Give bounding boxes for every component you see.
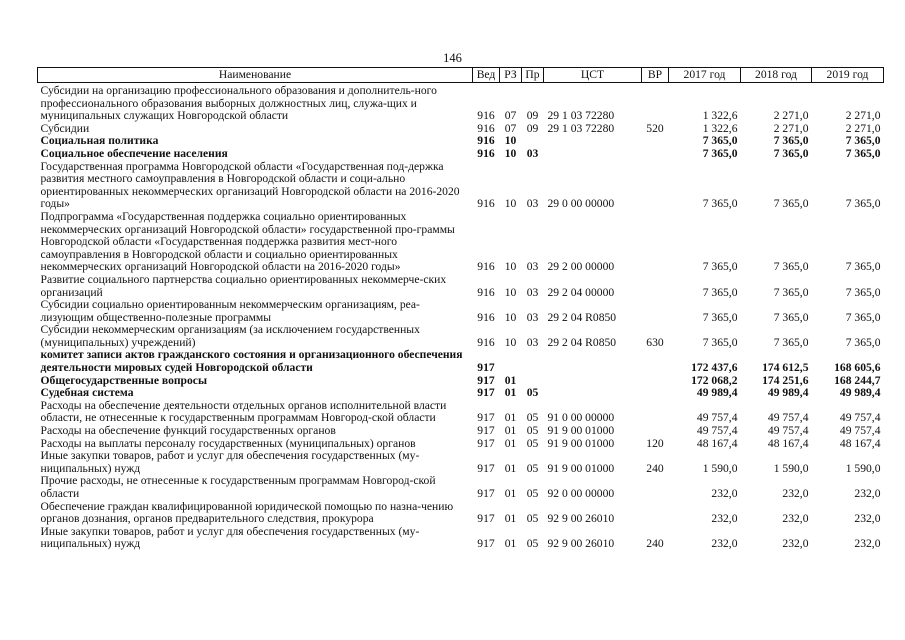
page-number: 146 — [443, 51, 462, 65]
cell-pr: 05 — [526, 424, 539, 438]
cell-ved: 916 — [477, 335, 495, 349]
table-row — [38, 349, 884, 374]
table-row — [38, 274, 884, 299]
cell-2018: 7 365,0 — [773, 197, 809, 211]
cell-2019: 7 365,0 — [845, 197, 881, 211]
cell-2019: 7 365,0 — [845, 310, 881, 324]
cell-2019: 49 757,4 — [839, 411, 881, 425]
cell-vr — [642, 83, 669, 123]
cell-rz: 01 — [504, 424, 517, 438]
cell-cst: 29 1 03 72280 — [547, 109, 615, 123]
cell-name: Субсидии на организацию профессионального образования и дополнитель-ного профессионального образования выборных должностных лиц, служа-щих и муниципальных служащих Новгородской области — [40, 84, 437, 123]
cell-name: Расходы на выплаты персоналу государственных (муниципальных) органов — [40, 436, 416, 450]
cell-ved: 917 — [477, 361, 495, 375]
cell-name: Обеспечение граждан квалифицированной юридической помощью по назна-чению органов дознания, органов предварительного следствия, прокурора — [40, 499, 454, 526]
cell-2017: 232,0 — [711, 537, 738, 551]
cell-2019: 2 271,0 — [845, 109, 881, 123]
cell-cst: 29 1 03 72280 — [547, 121, 615, 135]
table-row — [38, 324, 884, 349]
cell-cst — [544, 387, 642, 400]
cell-cst: 91 9 00 01000 — [547, 461, 615, 475]
cell-name: Расходы на обеспечение функций государственных органов — [40, 424, 336, 438]
cell-rz: 10 — [504, 134, 517, 148]
cell-cst: 29 2 04 00000 — [547, 285, 615, 299]
cell-ved: 916 — [477, 146, 495, 160]
cell-2019: 168 244,7 — [834, 373, 881, 387]
table-row — [38, 501, 884, 526]
cell-2019: 232,0 — [854, 512, 881, 526]
cell-cst: 91 0 00 00000 — [547, 411, 615, 425]
cell-2018: 49 757,4 — [767, 424, 809, 438]
cell-vr — [642, 387, 669, 400]
cell-vr: 120 — [646, 436, 664, 450]
cell-cst: 29 0 00 00000 — [547, 197, 615, 211]
cell-cst: 29 2 04 R0850 — [547, 310, 617, 324]
cell-2018: 49 989,4 — [767, 386, 809, 400]
cell-2019: 49 757,4 — [839, 424, 881, 438]
cell-ved: 916 — [477, 134, 495, 148]
cell-rz: 10 — [504, 146, 517, 160]
cell-vr — [642, 349, 669, 374]
cell-ved: 916 — [477, 260, 495, 274]
cell-ved: 916 — [477, 109, 495, 123]
cell-2017: 7 365,0 — [702, 310, 738, 324]
cell-2018: 7 365,0 — [773, 134, 809, 148]
cell-vr — [642, 375, 669, 388]
cell-name: Судебная система — [40, 386, 134, 400]
cell-2019: 232,0 — [854, 537, 881, 551]
cell-pr: 09 — [526, 109, 539, 123]
cell-pr: 03 — [526, 285, 539, 299]
cell-2017: 49 989,4 — [696, 386, 738, 400]
cell-pr: 03 — [526, 260, 539, 274]
cell-name: Общегосударственные вопросы — [40, 373, 207, 387]
table-row — [38, 425, 884, 438]
cell-2018: 49 757,4 — [767, 411, 809, 425]
cell-rz: 01 — [504, 537, 517, 551]
cell-2019: 7 365,0 — [845, 146, 881, 160]
cell-name: комитет записи актов гражданского состояния и организационного обеспечения деятельности мировых судей Новгородской области — [40, 348, 463, 375]
cell-pr: 05 — [526, 411, 539, 425]
budget-table — [37, 67, 884, 551]
cell-cst: 92 0 00 00000 — [547, 487, 615, 500]
cell-2017: 48 167,4 — [696, 436, 738, 450]
cell-2019: 48 167,4 — [839, 436, 881, 450]
cell-2017: 232,0 — [711, 487, 738, 500]
header-name: Наименование — [38, 68, 473, 83]
cell-pr: 03 — [526, 310, 539, 324]
cell-ved: 917 — [477, 461, 495, 475]
cell-2017: 1 590,0 — [702, 461, 738, 475]
cell-2019: 168 605,6 — [834, 361, 881, 375]
cell-2017: 172 437,6 — [691, 361, 738, 375]
cell-rz: 01 — [504, 411, 517, 425]
cell-cst: 92 9 00 26010 — [547, 537, 615, 551]
cell-cst: 29 2 00 00000 — [547, 260, 615, 274]
cell-2018: 7 365,0 — [773, 335, 809, 349]
cell-2018: 7 365,0 — [773, 260, 809, 274]
table-row — [38, 450, 884, 475]
cell-vr — [642, 299, 669, 324]
cell-2019: 49 989,4 — [839, 386, 881, 400]
cell-2018: 232,0 — [782, 537, 809, 551]
cell-rz: 01 — [504, 386, 517, 400]
cell-vr: 520 — [646, 121, 664, 135]
cell-name: Социальное обеспечение населения — [40, 146, 228, 160]
header-ved: Вед — [473, 68, 500, 83]
table-row — [38, 526, 884, 551]
cell-2018: 7 365,0 — [773, 146, 809, 160]
cell-name: Субсидии — [40, 121, 90, 135]
cell-vr — [642, 135, 669, 148]
cell-2018: 174 251,6 — [762, 373, 809, 387]
cell-name: Социальная политика — [40, 134, 159, 148]
cell-rz: 01 — [504, 461, 517, 475]
cell-name: Прочие расходы, не отнесенные к государственным программам Новгород-ской области — [40, 474, 436, 500]
cell-vr: 240 — [646, 537, 664, 551]
cell-cst — [544, 349, 642, 374]
cell-2019: 7 365,0 — [845, 260, 881, 274]
cell-2017: 1 322,6 — [702, 109, 738, 123]
cell-cst: 92 9 00 26010 — [547, 512, 615, 526]
cell-rz: 07 — [504, 109, 517, 123]
table-row — [38, 375, 884, 388]
cell-2017: 7 365,0 — [702, 335, 738, 349]
cell-2018: 7 365,0 — [773, 285, 809, 299]
cell-pr: 09 — [526, 121, 539, 135]
cell-ved: 917 — [477, 512, 495, 526]
cell-2017: 49 757,4 — [696, 424, 738, 438]
cell-cst — [544, 375, 642, 388]
cell-2019: 2 271,0 — [845, 121, 881, 135]
cell-pr: 03 — [526, 335, 539, 349]
cell-ved: 916 — [477, 310, 495, 324]
cell-ved: 916 — [477, 121, 495, 135]
cell-2017: 1 322,6 — [702, 121, 738, 135]
cell-rz: 01 — [504, 512, 517, 526]
cell-rz: 10 — [504, 310, 517, 324]
cell-rz: 01 — [504, 373, 517, 387]
table-row — [38, 123, 884, 136]
cell-ved: 917 — [477, 411, 495, 425]
cell-rz: 01 — [504, 436, 517, 450]
cell-ved: 917 — [477, 537, 495, 551]
cell-rz — [500, 349, 522, 374]
header-2017: 2017 год — [669, 68, 741, 83]
header-cst: ЦСТ — [544, 68, 642, 83]
table-row — [38, 148, 884, 161]
cell-pr: 03 — [526, 197, 539, 211]
cell-2018: 174 612,5 — [762, 361, 809, 375]
cell-ved: 917 — [477, 487, 495, 500]
cell-name: Иные закупки товаров, работ и услуг для обеспечения государственных (му-ниципальных) нужд — [40, 524, 420, 551]
cell-pr: 05 — [526, 436, 539, 450]
cell-2017: 232,0 — [711, 512, 738, 526]
cell-name: Субсидии социально ориентированным некоммерческим организациям, реа-лизующим общественно-полезные программы — [40, 298, 420, 324]
header-2019: 2019 год — [812, 68, 884, 83]
cell-cst — [544, 148, 642, 161]
cell-vr — [642, 501, 669, 526]
cell-2017: 7 365,0 — [702, 197, 738, 211]
cell-cst: 29 2 04 R0850 — [547, 335, 617, 349]
header-2018: 2018 год — [741, 68, 812, 83]
table-row — [38, 387, 884, 400]
cell-pr: 05 — [526, 487, 539, 500]
cell-2017: 7 365,0 — [702, 285, 738, 299]
cell-cst: 91 9 00 01000 — [547, 436, 615, 450]
cell-pr: 05 — [526, 461, 539, 475]
table-body — [38, 83, 884, 551]
cell-vr — [642, 161, 669, 211]
cell-2019: 7 365,0 — [845, 134, 881, 148]
cell-2019: 232,0 — [854, 487, 881, 500]
cell-cst: 91 9 00 01000 — [547, 424, 615, 438]
cell-name: Иные закупки товаров, работ и услуг для обеспечения государственных (му-ниципальных) нужд — [40, 449, 420, 475]
cell-vr: 630 — [646, 335, 664, 349]
cell-2018: 7 365,0 — [773, 310, 809, 324]
cell-vr — [642, 148, 669, 161]
cell-2018: 48 167,4 — [767, 436, 809, 450]
cell-2018: 2 271,0 — [773, 121, 809, 135]
cell-rz: 10 — [504, 285, 517, 299]
cell-pr: 05 — [526, 512, 539, 526]
cell-pr: 03 — [526, 146, 539, 160]
table-row — [38, 83, 884, 123]
header-pr: Пр — [522, 68, 544, 83]
cell-vr: 240 — [646, 461, 664, 475]
cell-name: Субсидии некоммерческим организациям (за исключением государственных (муниципальных) учреждений) — [40, 323, 420, 349]
cell-2019: 1 590,0 — [845, 461, 881, 475]
header-row — [38, 68, 884, 83]
header-rz: РЗ — [500, 68, 522, 83]
cell-vr — [642, 475, 669, 500]
table-row — [38, 161, 884, 211]
cell-vr — [642, 211, 669, 274]
cell-name: Государственная программа Новгородской области «Государственная под-держка развития местного самоуправления в Новгородской области и соци-ально ориентированных некоммерческих организаций Новгородской области на 2016-2020 годы» — [40, 159, 460, 211]
table-row — [38, 211, 884, 274]
cell-rz: 10 — [504, 197, 517, 211]
cell-rz: 01 — [504, 487, 517, 500]
cell-pr: 05 — [526, 386, 539, 400]
header-vr: ВР — [642, 68, 669, 83]
cell-rz: 07 — [504, 121, 517, 135]
cell-pr — [522, 349, 544, 374]
cell-2017: 7 365,0 — [702, 260, 738, 274]
cell-2018: 1 590,0 — [773, 461, 809, 475]
cell-name: Расходы на обеспечение деятельности отдельных органов исполнительной власти области, не отнесенные к государственным программам Новгород-ской области — [40, 398, 447, 425]
cell-2017: 7 365,0 — [702, 134, 738, 148]
cell-ved: 917 — [477, 373, 495, 387]
cell-2018: 232,0 — [782, 487, 809, 500]
table-row — [38, 400, 884, 425]
cell-2017: 172 068,2 — [691, 373, 738, 387]
cell-vr — [642, 274, 669, 299]
cell-2017: 7 365,0 — [702, 146, 738, 160]
cell-name: Подпрограмма «Государственная поддержка социально ориентированных некоммерческих организаций Новгородской области» государственной про-граммы Новгородской области «Государственная поддержка развития мест-ного самоуправления в Новгородской области и социально ориентированных некоммерческих организаций Новгородской области на 2016-2020 годы» — [40, 209, 455, 274]
cell-ved: 916 — [477, 285, 495, 299]
cell-ved: 917 — [477, 386, 495, 400]
cell-ved: 916 — [477, 197, 495, 211]
cell-ved: 917 — [477, 436, 495, 450]
cell-2019: 7 365,0 — [845, 335, 881, 349]
cell-vr — [642, 400, 669, 425]
cell-ved: 917 — [477, 424, 495, 438]
table-row — [38, 475, 884, 500]
cell-vr — [642, 425, 669, 438]
cell-cst — [544, 135, 642, 148]
cell-2018: 2 271,0 — [773, 109, 809, 123]
cell-name: Развитие социального партнерства социально ориентированных некоммерче-ских организаций — [40, 272, 447, 299]
cell-pr: 05 — [526, 537, 539, 551]
cell-2018: 232,0 — [782, 512, 809, 526]
cell-rz: 10 — [504, 260, 517, 274]
cell-2017: 49 757,4 — [696, 411, 738, 425]
table-row — [38, 299, 884, 324]
cell-2019: 7 365,0 — [845, 285, 881, 299]
cell-rz: 10 — [504, 335, 517, 349]
